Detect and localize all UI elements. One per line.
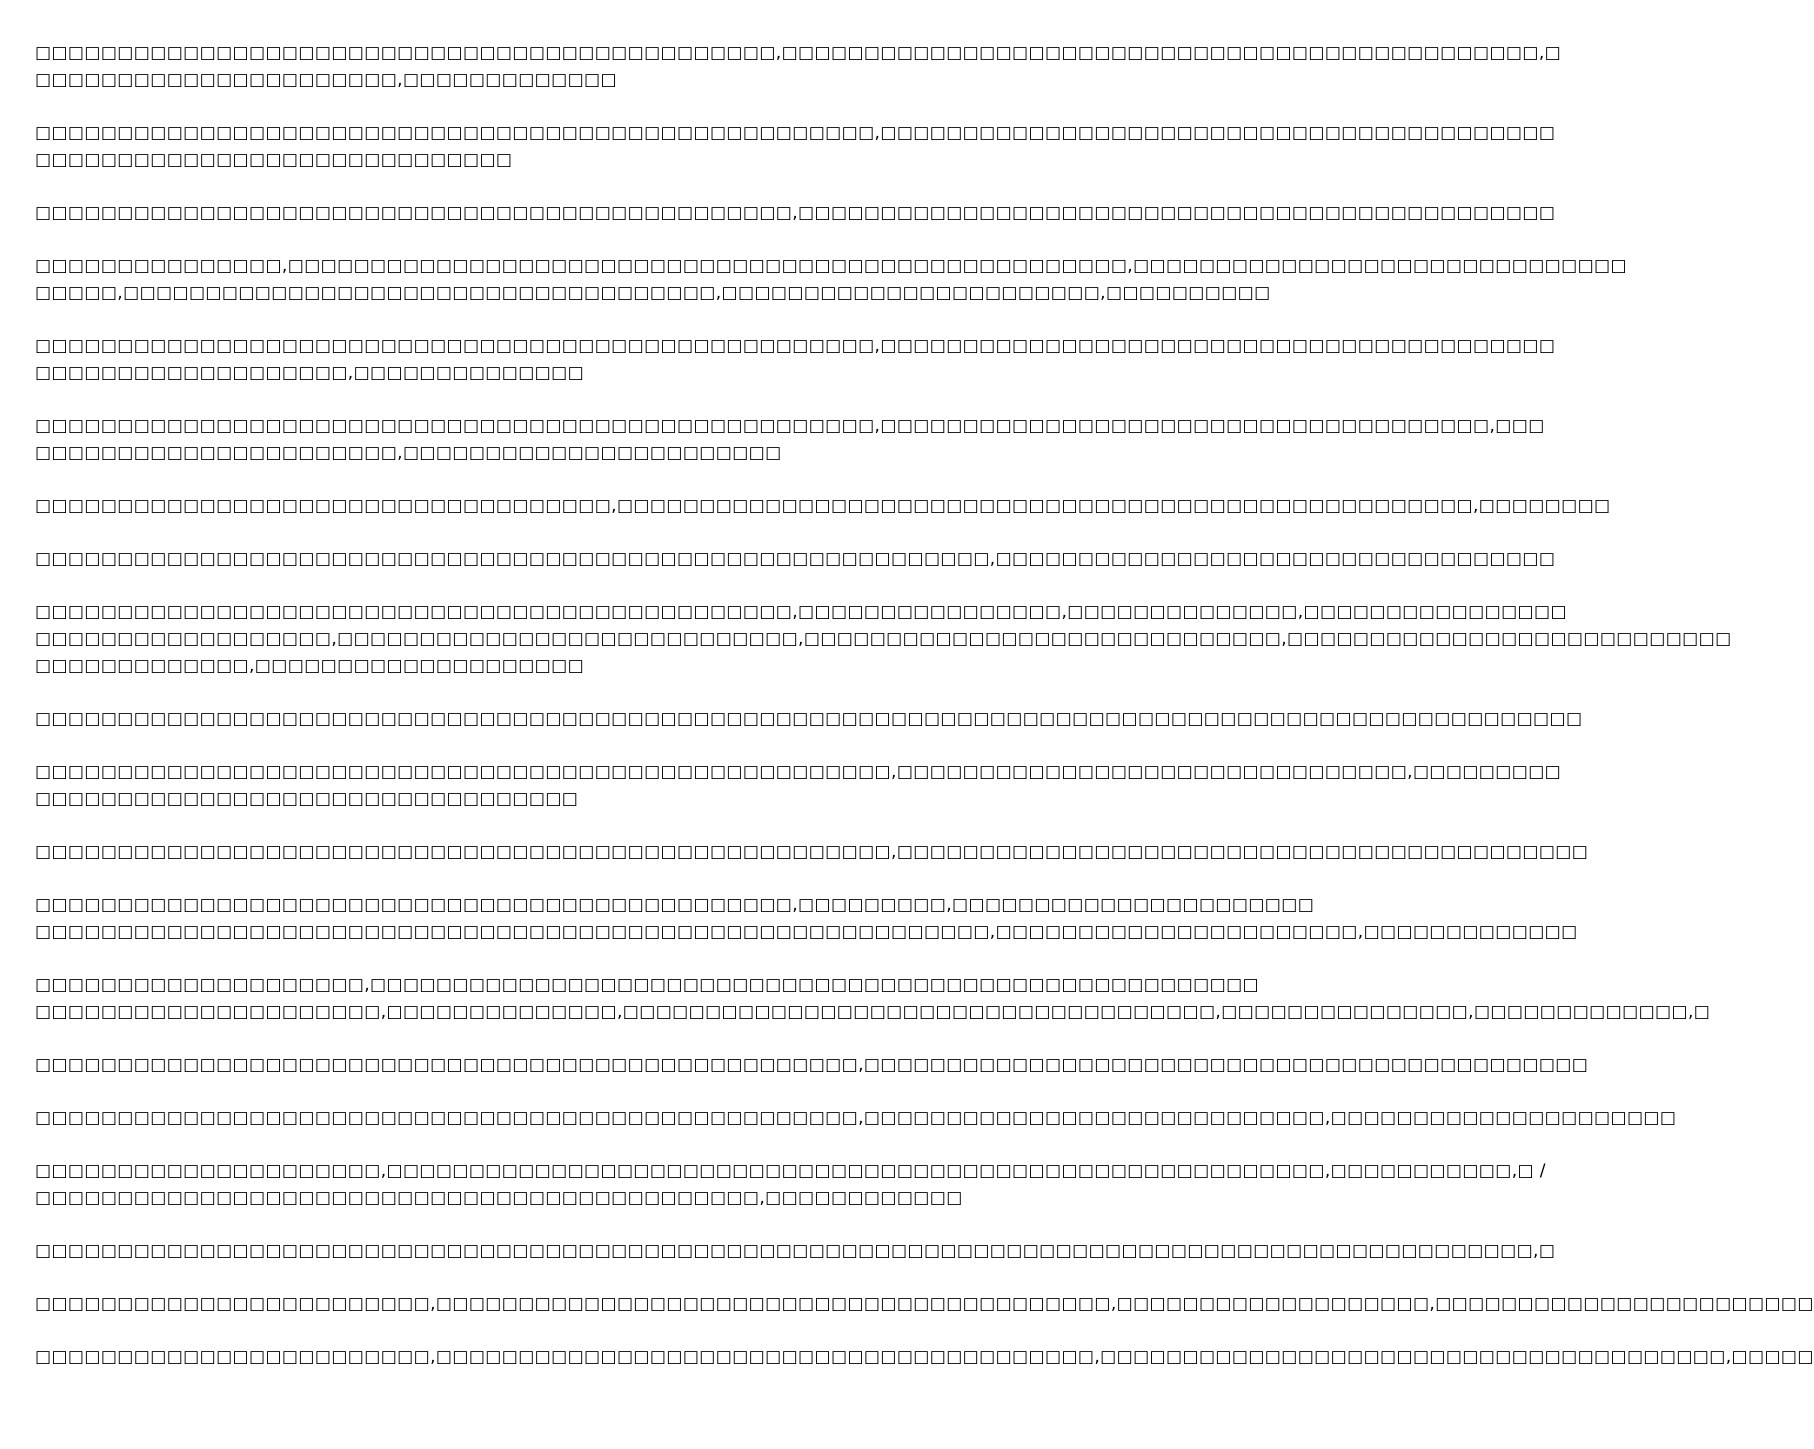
text-line: □□□□□□□□□□□□□□□□□□□□□□□□□□□□□□□□□□□□□□□□□□□□□□□□□□□□□□□□□□□□□□□□□□□□□□□□□□□□□□□□□□□□□□□□□□□,□	[35, 1241, 1556, 1261]
text-line: □□□□□□□□□□□□□□□□□□□□□□□□□□□□□□□□□□□□□□□□□□□□□□□□□□,□□□□□□□□□□□□□□□□□□□□□□□□□□□□,□□□□□□□□□□□□□□□□□□□□□	[35, 1108, 1677, 1128]
text-line: □□□□□□□□□□□□□□□□□□□□□□□□□□□□□□□□□□□□□□□□□□□□□,□□□□□□□□□□□□□□□□□□□□□□□□□□□□□□□□□□□□□□□□□□□□□□,□	[35, 43, 1562, 63]
paragraph	[35, 706, 1583, 733]
text-line: □□□□□□□□□□□□□□□□□□□□□□□□,□□□□□□□□□□□□□□□□□□□□□□□□□□□□□□□□□□□□□□□□□,□□□□□□□□□□□□□□□□□□□,□□□□□□□□□□□□□□□□□□□□□□□	[35, 1294, 1814, 1314]
text-line: □□□□□□□□□□□□□□□□□□□□□□□□□□□□□□□□□□□□□□□□□□□□□□□□□□□□□□□□□□□□□□□□□□□□□□□□□□□□□□□□□□□□□□□□□□□□□□	[35, 709, 1583, 729]
text-line: □□□□□□□□□□□□□□□□□□□,□□□□□□□□□□□□□□	[35, 363, 585, 383]
paragraph	[35, 972, 1711, 1026]
text-line: □□□□□□□□□□□□□□□□□□□□□,□□□□□□□□□□□□□□,□□□□□□□□□□□□□□□□□□□□□□□□□□□□□□□□□□□□,□□□□□□□□□□□□□□□,□□□□□□□□□□□□□,□	[35, 1002, 1711, 1022]
paragraph	[35, 493, 1611, 520]
paragraph	[35, 1238, 1556, 1265]
paragraph	[35, 546, 1556, 573]
text-line: □□□□□□□□□□□□□□□□□□□□□□□□□□□□□□□□□□□□□□□□□□□□□□□□□□□□□□□□□□,□□□□□□□□□□□□□□□□□□□□□□□□□□□□□□□□□□	[35, 549, 1556, 569]
paragraph	[35, 839, 1589, 866]
text-line: □□□□□□□□□□□□□□□□□□□□□□□□□□□□□□□□□□□□□□□□□□□□□□□□□□□,□□□□□□□□□□□□□□□□□□□□□□□□□□□□□□□□□□□□□□□□□	[35, 336, 1556, 356]
text-line: □□□□□□□□□□□□□□□□□□□□□□□□□□□□□□□□□□□□□□□□□□□□□□□□□□□,□□□□□□□□□□□□□□□□□□□□□□□□□□□□□□□□□□□□□□□□□	[35, 123, 1556, 143]
paragraph	[35, 1052, 1589, 1079]
text-line: □□□□□□□□□□□□□□□□□□□□□□□□□□□□□	[35, 150, 513, 170]
text-line: □□□□□□□□□□□□□□□□□□,□□□□□□□□□□□□□□□□□□□□□□□□□□□□,□□□□□□□□□□□□□□□□□□□□□□□□□□□□□,□□□□□□□□□□□□□□□□□□□□□□□□□□□	[35, 629, 1732, 649]
text-line: □□□□□,□□□□□□□□□□□□□□□□□□□□□□□□□□□□□□□□□□□□,□□□□□□□□□□□□□□□□□□□□□□□,□□□□□□□□□□	[35, 283, 1271, 303]
text-line: □□□□□□□□□□□□□□□□□□□□,□□□□□□□□□□□□□□□□□□□□□□□□□□□□□□□□□□□□□□□□□□□□□□□□□□□□□□	[35, 975, 1259, 995]
paragraph	[35, 892, 1578, 946]
text-line: □□□□□□□□□□□□□□□□□□□□□□□□□□□□□□□□□□□□□□□□□□□□□□,□□□□□□□□□□□□□□□□□□□□□□□□□□□□□□□□□□□□□□□□□□□□□□	[35, 203, 1556, 223]
text-line: □□□□□□□□□□□□□□□□□□□□□□□□□□□□□□□□□	[35, 789, 579, 809]
document-page	[35, 40, 1814, 1397]
text-line: □□□□□□□□□□□□□□□□□□□□□□□□□□□□□□□□□□□□□□□□□□□□□□□□□□□□,□□□□□□□□□□□□□□□□□□□□□□□□□□□□□□□,□□□□□□□□□	[35, 762, 1562, 782]
paragraph	[35, 120, 1556, 174]
paragraph	[35, 1158, 1546, 1212]
paragraph	[35, 333, 1556, 387]
text-line: □□□□□□□□□□□□□□□□□□□□□□□□□□□□□□□□□□□□□□□□□□□□□□□□□□□,□□□□□□□□□□□□□□□□□□□□□□□□□□□□□□□□□□□□□,□□□	[35, 416, 1545, 436]
paragraph	[35, 1291, 1814, 1318]
text-line: □□□□□□□□□□□□□,□□□□□□□□□□□□□□□□□□□□	[35, 656, 585, 676]
text-line: □□□□□□□□□□□□□□□□□□□□□□□□□□□□□□□□□□□□□□□□□□□□□□□□□□□□□□□□□□,□□□□□□□□□□□□□□□□□□□□□□,□□□□□□□□□□□□□	[35, 922, 1578, 942]
text-line: □□□□□□□□□□□□□□□□□□□□□□,□□□□□□□□□□□□□	[35, 70, 617, 90]
paragraph	[35, 759, 1562, 813]
paragraph	[35, 1344, 1814, 1371]
paragraph	[35, 599, 1732, 680]
paragraph	[35, 200, 1556, 227]
paragraph	[35, 253, 1627, 307]
text-line: □□□□□□□□□□□□□□□□□□□□□□□□,□□□□□□□□□□□□□□□□□□□□□□□□□□□□□□□□□□□□□□□□,□□□□□□□□□□□□□□□□□□□□□□□□□□□□□□□□□□□□□□,□□□□□	[35, 1347, 1814, 1367]
paragraph	[35, 413, 1545, 467]
paragraph	[35, 40, 1562, 94]
text-line: □□□□□□□□□□□□□□□□□□□□□□□□□□□□□□□□□□□□□□□□□□□□□□,□□□□□□□□□□□□□□□□,□□□□□□□□□□□□□□,□□□□□□□□□□□□□□□□	[35, 602, 1567, 622]
text-line: □□□□□□□□□□□□□□□□□□□□□□□□□□□□□□□□□□□□□□□□□□□□□□□□□□,□□□□□□□□□□□□□□□□□□□□□□□□□□□□□□□□□□□□□□□□□□□□	[35, 1055, 1589, 1075]
text-line: □□□□□□□□□□□□□□□□□□□□□□□□□□□□□□□□□□□□□□□□□□□□□□,□□□□□□□□□,□□□□□□□□□□□□□□□□□□□□□□	[35, 895, 1315, 915]
text-line: □□□□□□□□□□□□□□□□□□□□□□,□□□□□□□□□□□□□□□□□□□□□□□	[35, 443, 782, 463]
text-line: □□□□□□□□□□□□□□□□□□□□□□□□□□□□□□□□□□□□□□□□□□□□,□□□□□□□□□□□□	[35, 1188, 963, 1208]
text-line: □□□□□□□□□□□□□□□□□□□□□□□□□□□□□□□□□□□,□□□□□□□□□□□□□□□□□□□□□□□□□□□□□□□□□□□□□□□□□□□□□□□□□□□□,□□□□□□□□	[35, 496, 1611, 516]
text-line: □□□□□□□□□□□□□□□,□□□□□□□□□□□□□□□□□□□□□□□□□□□□□□□□□□□□□□□□□□□□□□□□□□□,□□□□□□□□□□□□□□□□□□□□□□□□□□□□□□	[35, 256, 1627, 276]
paragraph	[35, 1105, 1677, 1132]
text-line: □□□□□□□□□□□□□□□□□□□□□,□□□□□□□□□□□□□□□□□□□□□□□□□□□□□□□□□□□□□□□□□□□□□□□□□□□□□□□□□,□□□□□□□□□□□,□ /	[35, 1161, 1546, 1181]
text-line: □□□□□□□□□□□□□□□□□□□□□□□□□□□□□□□□□□□□□□□□□□□□□□□□□□□□,□□□□□□□□□□□□□□□□□□□□□□□□□□□□□□□□□□□□□□□□□□	[35, 842, 1589, 862]
